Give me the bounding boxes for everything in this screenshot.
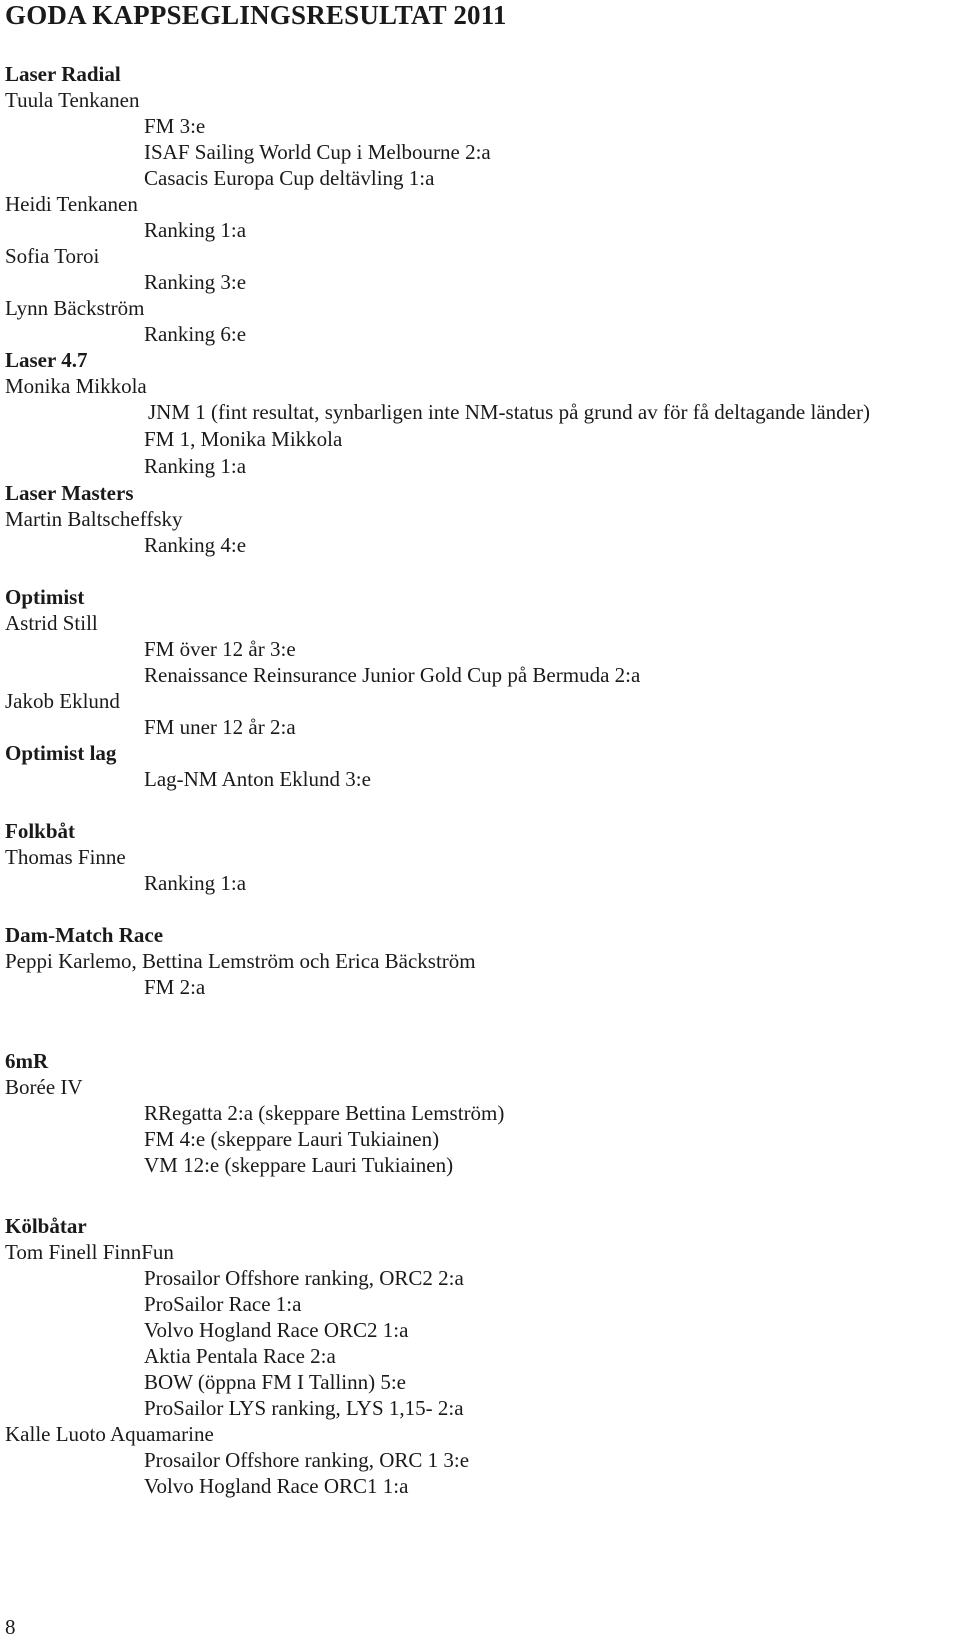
- sailor-name: Peppi Karlemo, Bettina Lemström och Erica Bäckström: [5, 949, 476, 973]
- sailor-name: Thomas Finne: [5, 845, 126, 869]
- result-line: Renaissance Reinsurance Junior Gold Cup på Bermuda 2:a: [144, 663, 641, 687]
- page-number: 8: [5, 1615, 16, 1639]
- result-line: BOW (öppna FM I Tallinn) 5:e: [144, 1370, 406, 1394]
- section-heading: Folkbåt: [5, 819, 76, 843]
- result-line: Aktia Pentala Race 2:a: [144, 1344, 336, 1368]
- result-line: FM 2:a: [144, 975, 206, 999]
- result-line: Prosailor Offshore ranking, ORC 1 3:e: [144, 1448, 470, 1472]
- result-line: FM 1, Monika Mikkola: [144, 427, 343, 451]
- result-line: RRegatta 2:a (skeppare Bettina Lemström): [144, 1101, 505, 1125]
- sailor-name: Heidi Tenkanen: [5, 192, 138, 216]
- result-line: Ranking 1:a: [144, 454, 247, 478]
- result-line: FM uner 12 år 2:a: [144, 715, 296, 739]
- sailor-name: Lynn Bäckström: [5, 296, 145, 320]
- section-heading: Optimist lag: [5, 741, 117, 765]
- result-line: Prosailor Offshore ranking, ORC2 2:a: [144, 1266, 464, 1290]
- result-line: Volvo Hogland Race ORC2 1:a: [144, 1318, 409, 1342]
- result-line: FM över 12 år 3:e: [144, 637, 296, 661]
- section-heading: Laser Radial: [5, 62, 121, 86]
- section-heading: Dam-Match Race: [5, 923, 164, 947]
- sailor-name: Kalle Luoto Aquamarine: [5, 1422, 214, 1446]
- page-title: GODA KAPPSEGLINGSRESULTAT 2011: [5, 0, 507, 30]
- result-line: ProSailor Race 1:a: [144, 1292, 302, 1316]
- result-line: FM 3:e: [144, 114, 206, 138]
- section-heading: Optimist: [5, 585, 85, 609]
- sailor-name: Tuula Tenkanen: [5, 88, 140, 112]
- section-heading: 6mR: [5, 1049, 49, 1073]
- result-line: VM 12:e (skeppare Lauri Tukiainen): [144, 1153, 454, 1177]
- sailor-name: Monika Mikkola: [5, 374, 147, 398]
- result-line: Ranking 1:a: [144, 871, 247, 895]
- result-line: JNM 1 (fint resultat, synbarligen inte NM-status på grund av för få deltagande länder): [148, 400, 870, 424]
- result-line: Volvo Hogland Race ORC1 1:a: [144, 1474, 409, 1498]
- sailor-name: Martin Baltscheffsky: [5, 507, 183, 531]
- result-line: Ranking 4:e: [144, 533, 247, 557]
- result-line: Ranking 3:e: [144, 270, 247, 294]
- result-line: Lag-NM Anton Eklund 3:e: [144, 767, 371, 791]
- sailor-name: Astrid Still: [5, 611, 98, 635]
- sailor-name: Tom Finell FinnFun: [5, 1240, 174, 1264]
- result-line: ProSailor LYS ranking, LYS 1,15- 2:a: [144, 1396, 464, 1420]
- section-heading: Kölbåtar: [5, 1214, 87, 1238]
- section-heading: Laser Masters: [5, 481, 134, 505]
- sailor-name: Sofia Toroi: [5, 244, 100, 268]
- section-heading: Laser 4.7: [5, 348, 88, 372]
- result-line: Ranking 1:a: [144, 218, 247, 242]
- boat-name: Borée IV: [5, 1075, 83, 1099]
- result-line: ISAF Sailing World Cup i Melbourne 2:a: [144, 140, 491, 164]
- result-line: Ranking 6:e: [144, 322, 247, 346]
- result-line: Casacis Europa Cup deltävling 1:a: [144, 166, 435, 190]
- sailor-name: Jakob Eklund: [5, 689, 120, 713]
- result-line: FM 4:e (skeppare Lauri Tukiainen): [144, 1127, 440, 1151]
